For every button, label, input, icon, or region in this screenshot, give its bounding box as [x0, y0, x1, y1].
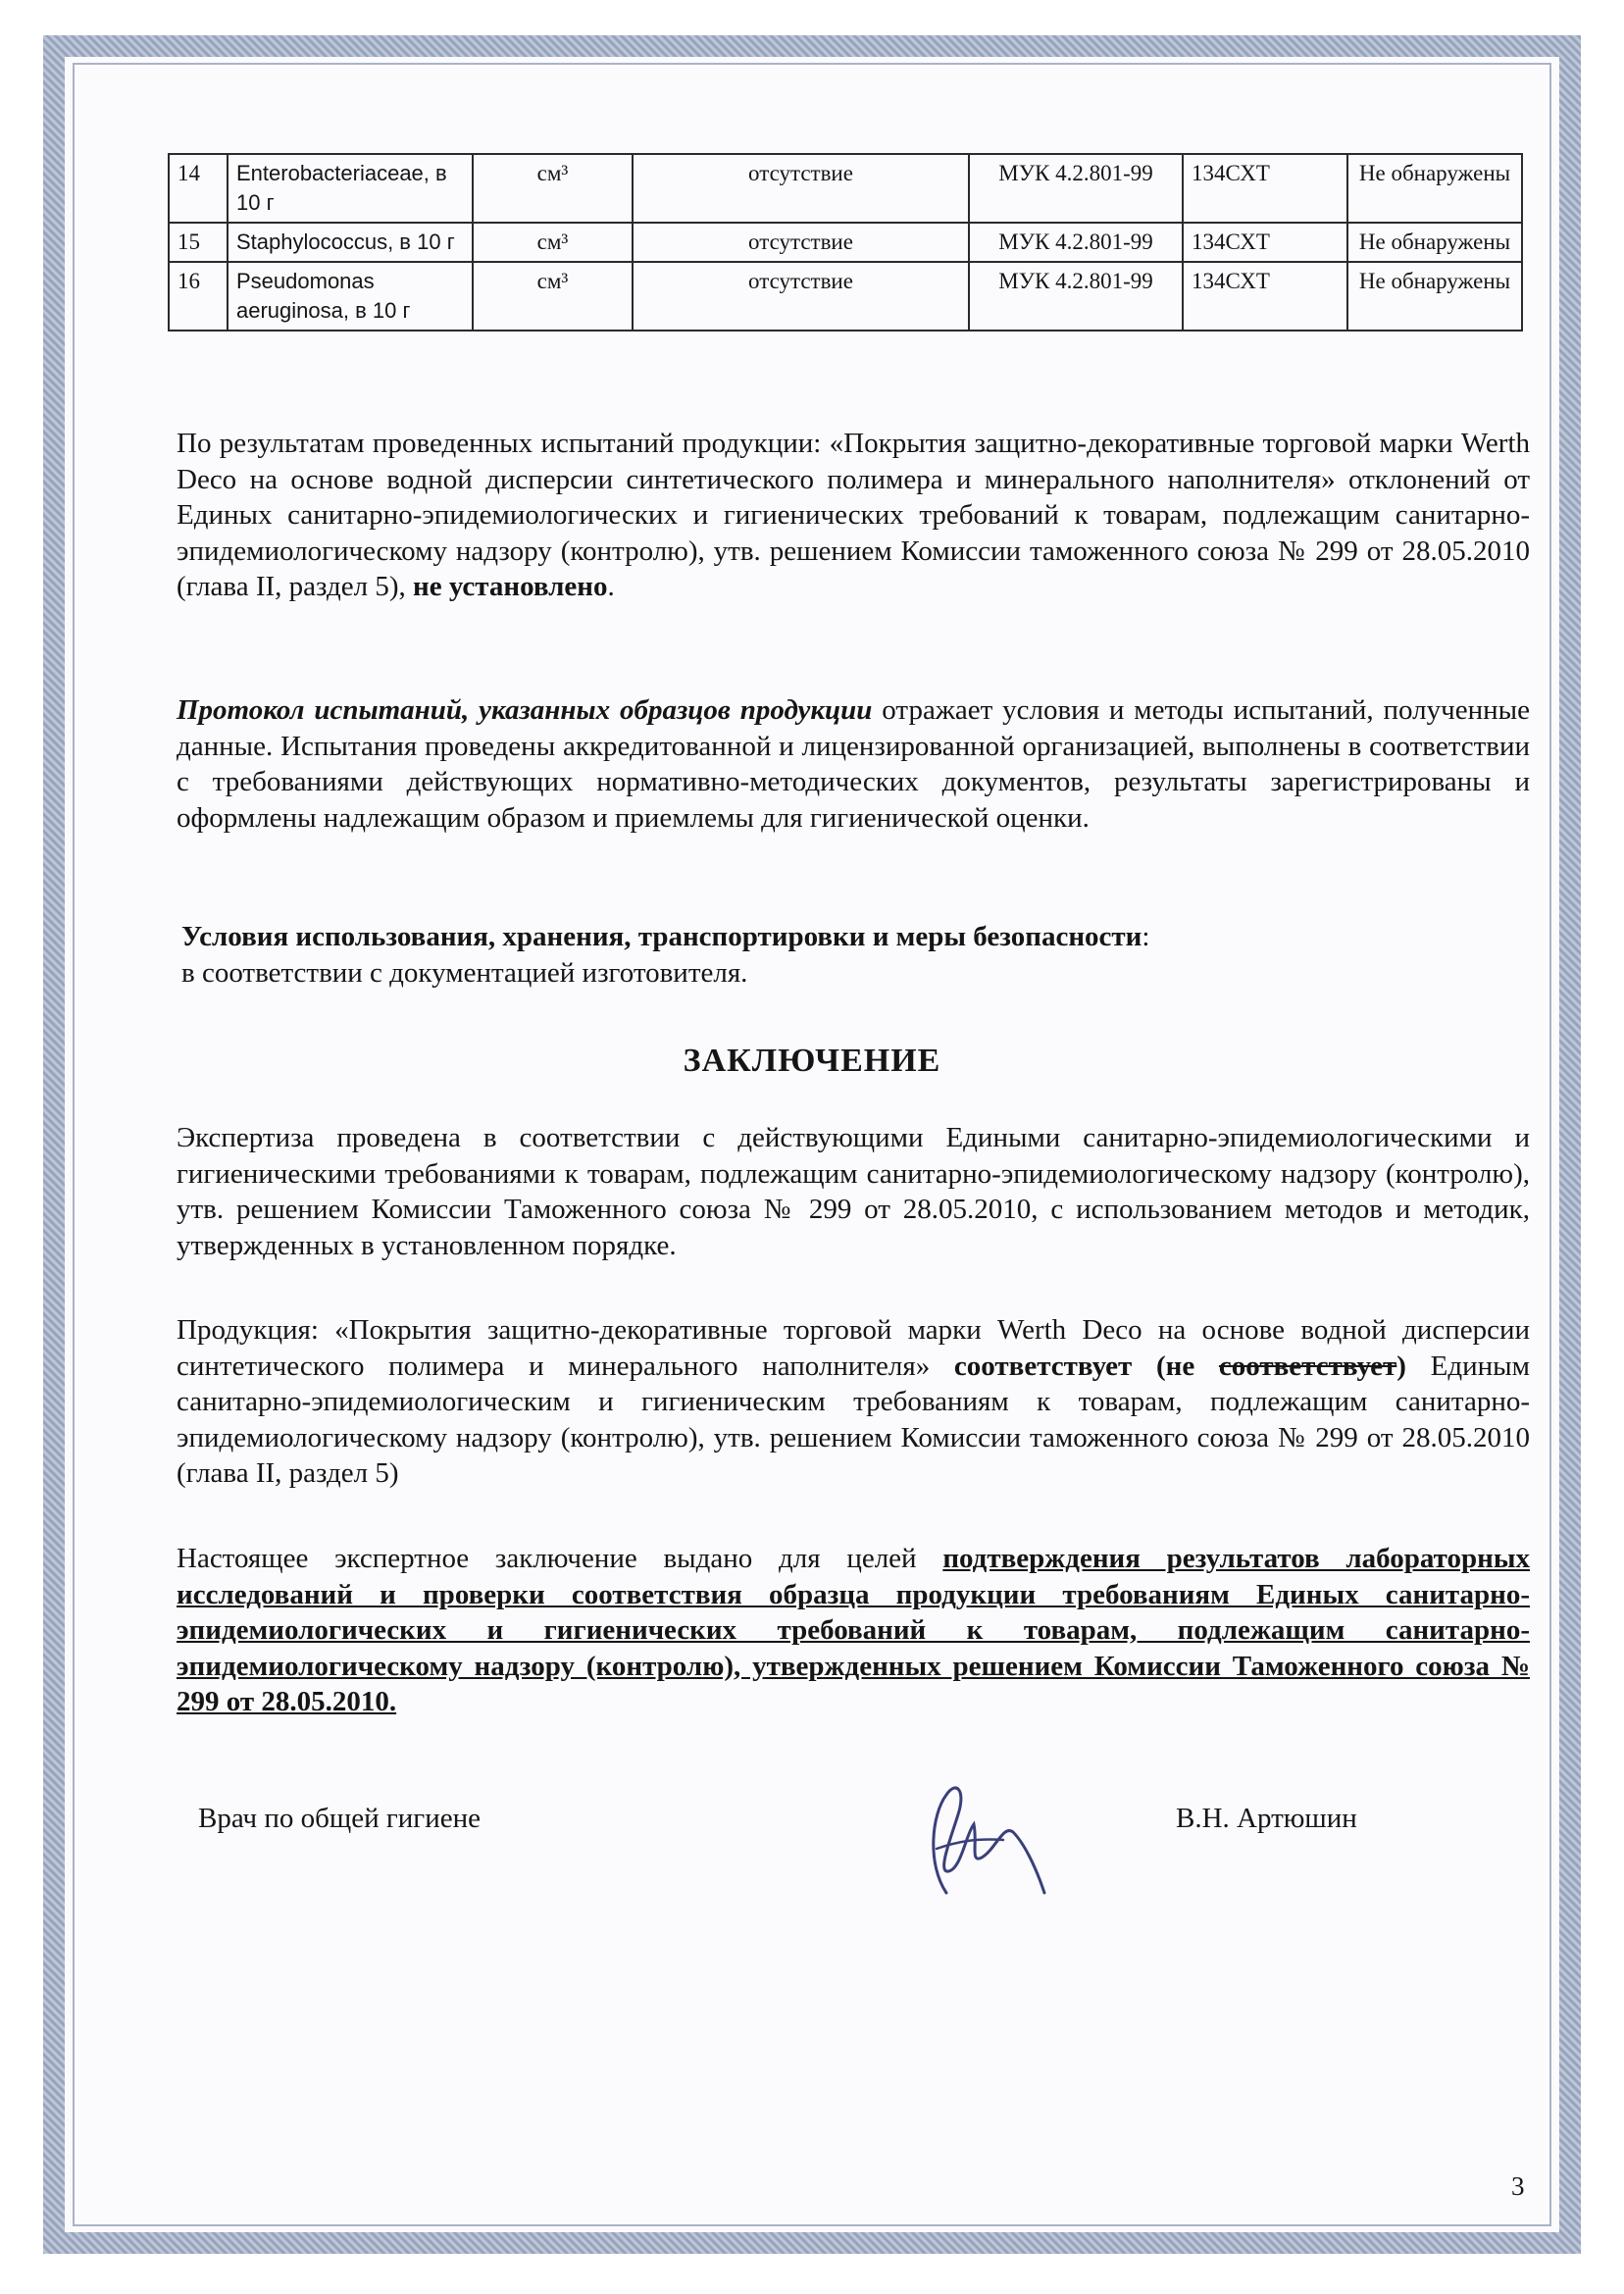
code: 134СХТ — [1183, 223, 1347, 262]
protocol-text: отражает условия и методы испытаний, полученные данные. Испытания проведены аккредитованной и лицензированной организацией, выполнены в соответствии с требованиями действующих нормативно-методических документов, результаты зарегистрированы и оформлены надлежащим образом и приемлемы для гигиенической оценки. — [177, 694, 1530, 834]
signer-role: Врач по общей гигиене — [198, 1803, 481, 1834]
method: МУК 4.2.801-99 — [969, 262, 1183, 331]
row-number: 16 — [169, 262, 228, 331]
conditions-paragraph — [181, 919, 1535, 991]
unit: см³ — [473, 262, 633, 331]
result: Не обнаружены — [1347, 262, 1522, 331]
unit: см³ — [473, 154, 633, 223]
conditions-title: Условия использования, хранения, транспортировки и меры безопасности — [181, 921, 1142, 952]
code: 134СХТ — [1183, 154, 1347, 223]
product-text: Продукция: «Покрытия защитно-декоративные торговой марки Werth Deco на основе водной дисперсии синтетического полимера и минерального наполнителя» — [177, 1314, 1530, 1382]
expertise-paragraph — [177, 1120, 1530, 1263]
product-paragraph — [177, 1312, 1530, 1492]
norm: отсутствие — [633, 223, 969, 262]
norm: отсутствие — [633, 154, 969, 223]
method: МУК 4.2.801-99 — [969, 223, 1183, 262]
code: 134СХТ — [1183, 262, 1347, 331]
row-number: 14 — [169, 154, 228, 223]
table-row — [169, 223, 1522, 262]
conditions-colon: : — [1142, 921, 1150, 952]
results-text: По результатам проведенных испытаний продукции: «Покрытия защитно-декоративные торговой марки Werth Deco на основе водной дисперсии синтетического полимера и минерального наполнителя» отклонений от Единых санитарно-эпидемиологических и гигиенических требований к товарам, подлежащим санитарно-эпидемиологическому надзору (контролю), утв. решением Комиссии таможенного союза № 299 от 28.05.2010 (глава II, раздел 5), — [177, 428, 1530, 602]
unit: см³ — [473, 223, 633, 262]
results-verdict: не установлено — [412, 571, 608, 602]
table-row — [169, 154, 1522, 223]
conclusion-heading: ЗАКЛЮЧЕНИЕ — [683, 1043, 941, 1079]
row-number: 15 — [169, 223, 228, 262]
table-row — [169, 262, 1522, 331]
indicator-name: Staphylococcus, в 10 г — [228, 223, 473, 262]
method: МУК 4.2.801-99 — [969, 154, 1183, 223]
handwritten-signature — [888, 1756, 1064, 1903]
norm: отсутствие — [633, 262, 969, 331]
indicator-name: Pseudomonas aeruginosa, в 10 г — [228, 262, 473, 331]
protocol-paragraph — [177, 692, 1530, 836]
product-verdict: соответствует (не — [953, 1350, 1219, 1382]
purpose-text: Настоящее экспертное заключение выдано для целей — [177, 1543, 943, 1574]
results-end: . — [607, 571, 615, 602]
conditions-text: в соответствии с документацией изготовителя. — [181, 956, 748, 989]
results-paragraph — [177, 426, 1530, 605]
product-verdict-close: ) — [1396, 1350, 1406, 1382]
indicator-name: Enterobacteriaceae, в 10 г — [228, 154, 473, 223]
signer-name: В.Н. Артюшин — [1176, 1803, 1357, 1834]
page-number: 3 — [1511, 2171, 1525, 2201]
expertise-text: Экспертиза проведена в соответствии с действующими Едиными санитарно-эпидемиологическими и гигиеническими требованиями к товарам, подлежащим санитарно-эпидемиологическому надзору (контролю), утв. решением Комиссии Таможенного союза № 299 от 28.05.2010, с использованием методов и методик, утвержденных в установленном порядке. — [177, 1122, 1530, 1261]
results-table — [168, 153, 1523, 331]
protocol-lead: Протокол испытаний, указанных образцов продукции — [177, 694, 873, 726]
purpose-paragraph — [177, 1541, 1530, 1720]
result: Не обнаружены — [1347, 223, 1522, 262]
purpose-underlined: подтверждения результатов лабораторных исследований и проверки соответствия образца продукции требованиям Единых санитарно-эпидемиологических и гигиенических требований к товарам, подлежащим санитарно-эпидемиологическому надзору (контролю), утвержденных решением Комиссии Таможенного союза № 299 от 28.05.2010. — [177, 1543, 1530, 1717]
product-text-2: Единым санитарно-эпидемиологическим и гигиеническим требованиям к товарам, подлежащим санитарно-эпидемиологическому надзору (контролю), утв. решением Комиссии таможенного союза № 299 от 28.05.2010 (глава II, раздел 5) — [177, 1350, 1530, 1489]
result: Не обнаружены — [1347, 154, 1522, 223]
product-verdict-struck: соответствует — [1218, 1350, 1397, 1382]
